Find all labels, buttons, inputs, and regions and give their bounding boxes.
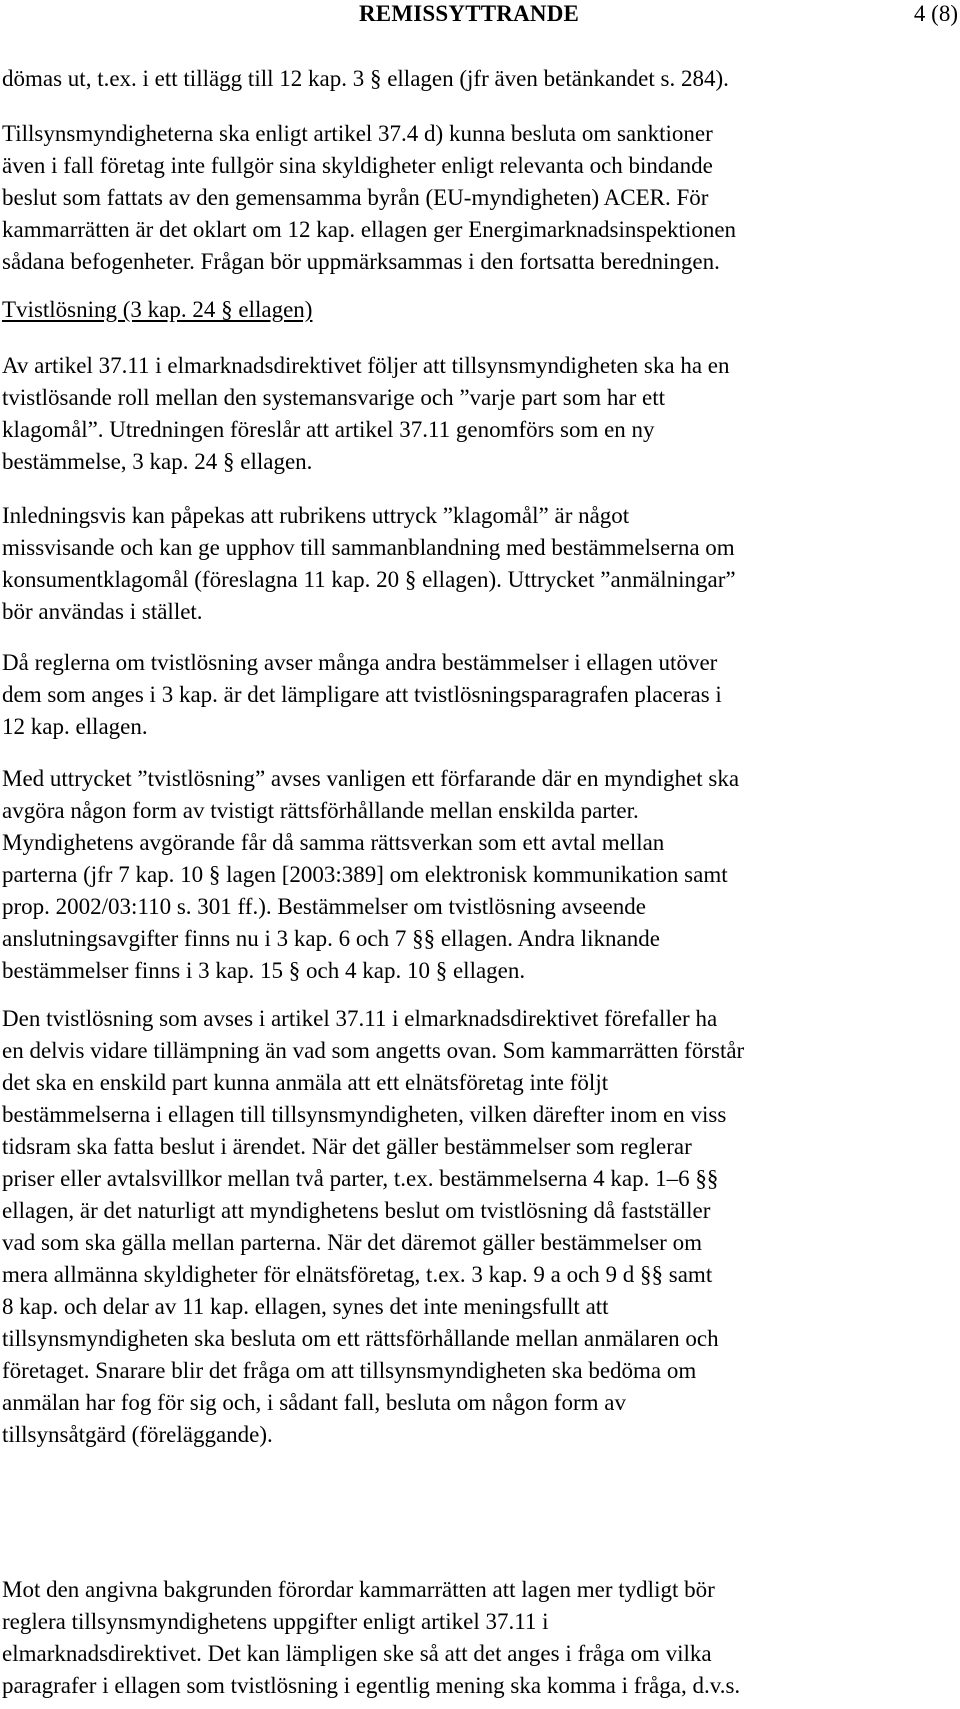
text-line: bestämmelse, 3 kap. 24 § ellagen. [2, 449, 313, 474]
text-line: kammarrätten är det oklart om 12 kap. ellagen ger Energimarknadsinspektionen [2, 217, 737, 242]
text-line: bör användas i stället. [2, 599, 203, 624]
text-line: Myndighetens avgörande får då samma rättsverkan som ett avtal mellan [2, 830, 665, 855]
section-heading: Tvistlösning (3 kap. 24 § ellagen) [2, 297, 313, 322]
text-line: tillsynsmyndigheten ska besluta om ett rättsförhållande mellan anmälaren och [2, 1326, 719, 1351]
page-number: 4 (8) [913, 1, 958, 26]
text-line: Den tvistlösning som avses i artikel 37.11 i elmarknadsdirektivet förefaller ha [2, 1006, 718, 1031]
text-line: dem som anges i 3 kap. är det lämpligare att tvistlösningsparagrafen placeras i [2, 682, 722, 707]
text-line: avgöra någon form av tvistigt rättsförhållande mellan enskilda parter. [2, 798, 639, 823]
paragraph-2 [2, 118, 952, 278]
text-line: Då reglerna om tvistlösning avser många andra bestämmelser i ellagen utöver [2, 650, 718, 675]
text-line: paragrafer i ellagen som tvistlösning i egentlig mening ska komma i fråga, d.v.s. [2, 1673, 741, 1698]
section-heading-block [2, 294, 952, 326]
paragraph-1 [2, 63, 952, 95]
text-line: anslutningsavgifter finns nu i 3 kap. 6 och 7 §§ ellagen. Andra liknande [2, 926, 660, 951]
text-line: även i fall företag inte fullgör sina skyldigheter enligt relevanta och bindande [2, 153, 713, 178]
text-line: en delvis vidare tillämpning än vad som angetts ovan. Som kammarrätten förstår [2, 1038, 745, 1063]
text-line: det ska en enskild part kunna anmäla att ett elnätsföretag inte följt [2, 1070, 609, 1095]
text-line: sådana befogenheter. Frågan bör uppmärksammas i den fortsatta beredningen. [2, 249, 720, 274]
paragraph-8 [2, 1574, 952, 1702]
text-line: 12 kap. ellagen. [2, 714, 148, 739]
text-line: tillsynsåtgärd (föreläggande). [2, 1422, 273, 1447]
text-line: konsumentklagomål (föreslagna 11 kap. 20 § ellagen). Uttrycket ”anmälningar” [2, 567, 736, 592]
paragraph-4 [2, 500, 952, 628]
text-line: anmälan har fog för sig och, i sådant fall, besluta om någon form av [2, 1390, 627, 1415]
text-line: missvisande och kan ge upphov till sammanblandning med bestämmelserna om [2, 535, 735, 560]
text-line: 8 kap. och delar av 11 kap. ellagen, synes det inte meningsfullt att [2, 1294, 609, 1319]
paragraph-7 [2, 1003, 952, 1451]
text-line: dömas ut, t.ex. i ett tillägg till 12 kap. 3 § ellagen (jfr även betänkandet s. 284). [2, 66, 729, 91]
text-line: Mot den angivna bakgrunden förordar kammarrätten att lagen mer tydligt bör [2, 1577, 715, 1602]
text-line: Tillsynsmyndigheterna ska enligt artikel 37.4 d) kunna besluta om sanktioner [2, 121, 713, 146]
text-line: parterna (jfr 7 kap. 10 § lagen [2003:389] om elektronisk kommunikation samt [2, 862, 728, 887]
document-type-title: REMISSYTTRANDE [359, 1, 580, 26]
text-line: bestämmelser finns i 3 kap. 15 § och 4 kap. 10 § ellagen. [2, 958, 526, 983]
text-line: bestämmelserna i ellagen till tillsynsmyndigheten, vilken därefter inom en viss [2, 1102, 727, 1127]
text-line: mera allmänna skyldigheter för elnätsföretag, t.ex. 3 kap. 9 a och 9 d §§ samt [2, 1262, 713, 1287]
paragraph-5 [2, 647, 952, 743]
text-line: beslut som fattats av den gemensamma byrån (EU-myndigheten) ACER. För [2, 185, 709, 210]
text-line: företaget. Snarare blir det fråga om att tillsynsmyndigheten ska bedöma om [2, 1358, 697, 1383]
text-line: prop. 2002/03:110 s. 301 ff.). Bestämmelser om tvistlösning avseende [2, 894, 646, 919]
text-line: Inledningsvis kan påpekas att rubrikens uttryck ”klagomål” är något [2, 503, 630, 528]
paragraph-3 [2, 350, 952, 478]
text-line: tvistlösande roll mellan den systemansvarige och ”varje part som har ett [2, 385, 665, 410]
text-line: reglera tillsynsmyndighetens uppgifter enligt artikel 37.11 i [2, 1609, 549, 1634]
text-line: priser eller avtalsvillkor mellan två parter, t.ex. bestämmelserna 4 kap. 1–6 §§ [2, 1166, 719, 1191]
text-line: klagomål”. Utredningen föreslår att artikel 37.11 genomförs som en ny [2, 417, 655, 442]
text-line: ellagen, är det naturligt att myndighetens beslut om tvistlösning då fastställer [2, 1198, 711, 1223]
text-line: elmarknadsdirektivet. Det kan lämpligen ske så att det anges i fråga om vilka [2, 1641, 712, 1666]
paragraph-6 [2, 763, 952, 987]
page-header [0, 0, 960, 30]
text-line: Av artikel 37.11 i elmarknadsdirektivet följer att tillsynsmyndigheten ska ha en [2, 353, 730, 378]
text-line: Med uttrycket ”tvistlösning” avses vanligen ett förfarande där en myndighet ska [2, 766, 740, 791]
text-line: vad som ska gälla mellan parterna. När det däremot gäller bestämmelser om [2, 1230, 702, 1255]
text-line: tidsram ska fatta beslut i ärendet. När det gäller bestämmelser som reglerar [2, 1134, 692, 1159]
